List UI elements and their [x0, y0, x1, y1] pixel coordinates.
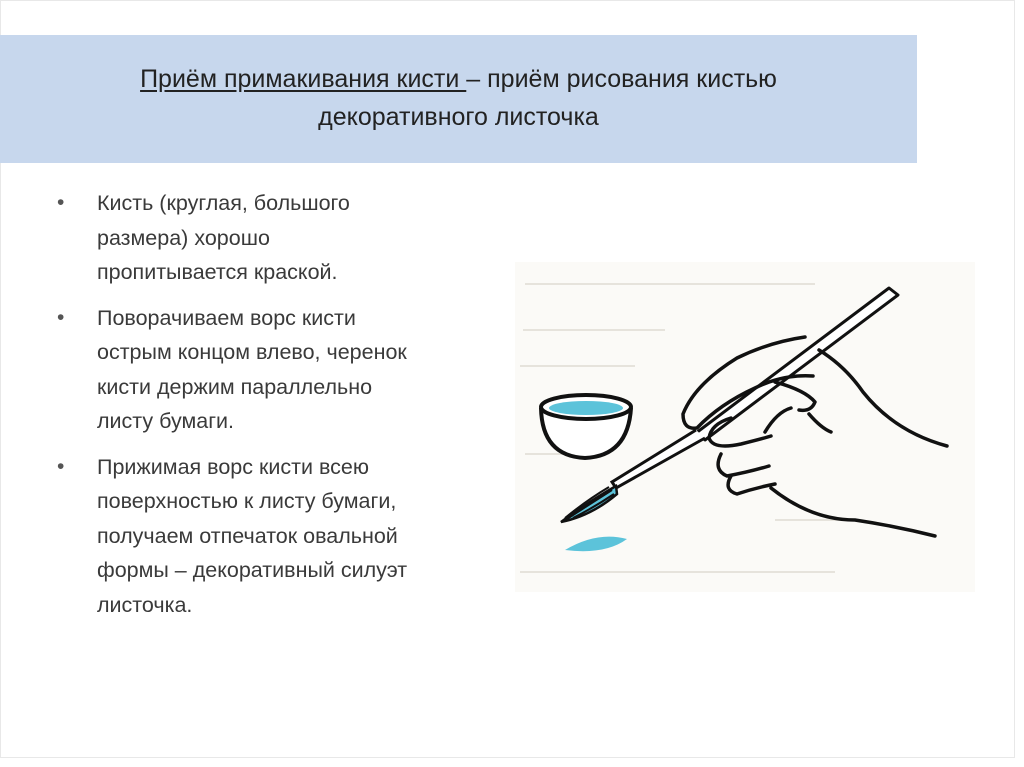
bullet-dot: • — [57, 191, 65, 214]
bullet-list — [55, 186, 495, 633]
bullet-line: размера) хорошо — [97, 225, 270, 250]
bullet-line: формы – декоративный силуэт — [97, 558, 408, 582]
slide-title — [0, 60, 917, 136]
bullet-line: получаем отпечаток овальной — [97, 523, 398, 548]
brush-technique-illustration — [515, 262, 975, 592]
bullet-line: Поворачиваем ворс кисти — [97, 305, 356, 330]
bullet-dot: • — [57, 454, 65, 478]
bullet-line: Прижимая ворс кисти всею — [97, 454, 369, 479]
paint-in-cup — [549, 401, 623, 415]
bullet-line: кисти держим параллельно — [97, 374, 373, 399]
bullet-item — [55, 186, 495, 290]
bullet-dot: • — [57, 305, 65, 329]
bullet-line: острым концом влево, черенок — [97, 340, 407, 364]
title-line2: декоративного листочка — [318, 103, 599, 131]
title-part2: – приём рисования кистью — [466, 65, 777, 93]
title-underlined-part: Приём примакивания кисти — [140, 65, 467, 93]
bullet-item — [55, 301, 495, 439]
bullet-line: пропитывается краской. — [97, 260, 338, 284]
bullet-line: поверхностью к листу бумаги, — [97, 489, 397, 513]
bullet-line: листу бумаги. — [97, 409, 235, 433]
bullet-item — [55, 450, 495, 623]
bullet-line: Кисть (круглая, большого — [97, 191, 350, 215]
bullet-line: листочка. — [97, 592, 193, 617]
